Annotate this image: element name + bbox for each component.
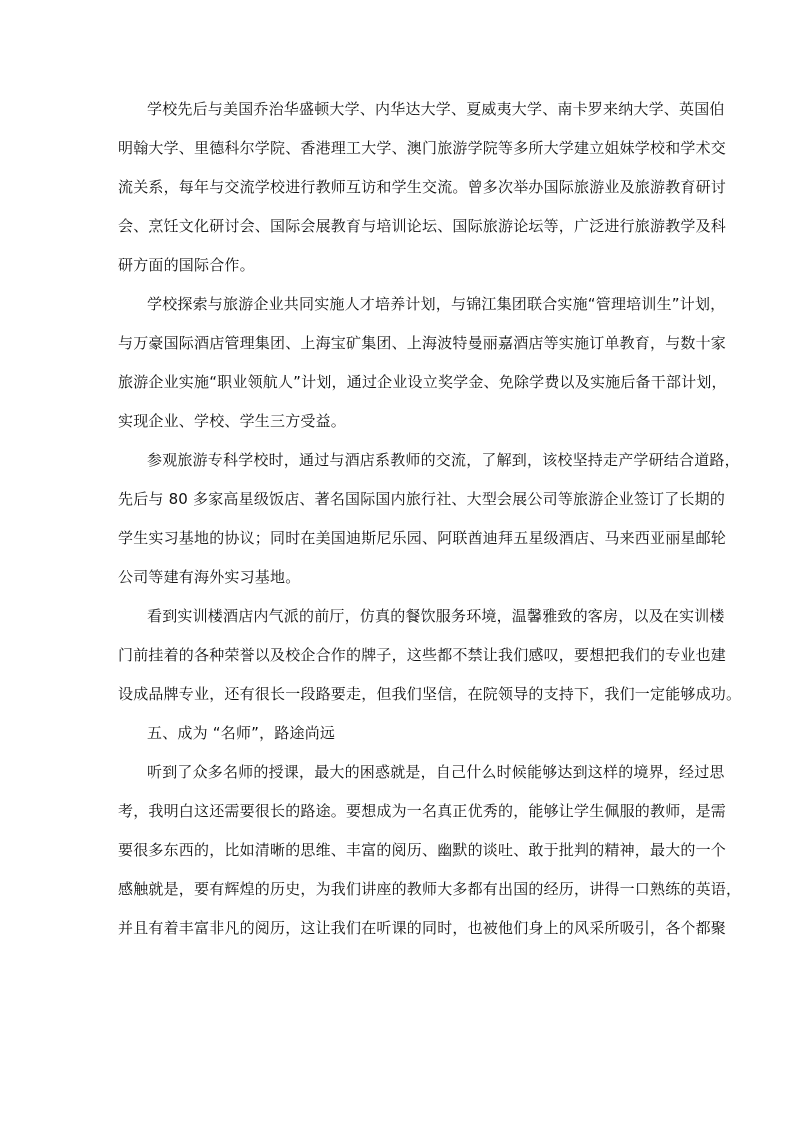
paragraph-5-line-4: 感触就是，要有辉煌的历史，为我们讲座的教师大多都有出国的经历，讲得一口熟练的英语， <box>118 880 742 898</box>
paragraph-1-line-3: 流关系，每年与交流学校进行教师互访和学生交流。曾多次举办国际旅游业及旅游教育研讨 <box>118 178 727 196</box>
section-heading: 五、成为 “名师”，路途尚远 <box>147 724 336 742</box>
paragraph-1-line-5: 研方面的国际合作。 <box>118 256 255 274</box>
paragraph-4-line-2: 门前挂着的各种荣誉以及校企合作的牌子，这些都不禁让我们感叹，要想把我们的专业也建 <box>118 646 727 664</box>
paragraph-3-line-2: 先后与 80 多家高星级饭店、著名国际国内旅行社、大型会展公司等旅游企业签订了长期的 <box>118 490 726 508</box>
paragraph-2-line-3: 旅游企业实施“职业领航人”计划，通过企业设立奖学金、免除学费以及实施后备干部计划， <box>118 373 727 391</box>
paragraph-1-line-2: 明翰大学、里德科尔学院、香港理工大学、澳门旅游学院等多所大学建立姐妹学校和学术交 <box>118 139 727 157</box>
paragraph-3-line-1: 参观旅游专科学校时，通过与酒店系教师的交流，了解到，该校坚持走产学研结合道路， <box>147 451 740 469</box>
paragraph-5-line-1: 听到了众多名师的授课，最大的困惑就是，自己什么时候能够达到这样的境界，经过思 <box>147 763 725 781</box>
paragraph-2-line-1: 学校探索与旅游企业共同实施人才培养计划，与锦江集团联合实施“管理培训生”计划， <box>147 295 726 313</box>
paragraph-2-line-4: 实现企业、学校、学生三方受益。 <box>118 412 347 430</box>
paragraph-3-line-4: 公司等建有海外实习基地。 <box>118 568 301 586</box>
paragraph-1-line-1: 学校先后与美国乔治华盛顿大学、内华达大学、夏威夷大学、南卡罗来纳大学、英国伯 <box>147 100 725 118</box>
paragraph-1-line-4: 会、烹饪文化研讨会、国际会展教育与培训论坛、国际旅游论坛等，广泛进行旅游教学及科 <box>118 217 727 235</box>
paragraph-4-line-3: 设成品牌专业，还有很长一段路要走，但我们坚信，在院领导的支持下，我们一定能够成功。 <box>118 685 742 703</box>
paragraph-5-line-3: 要很多东西的，比如清晰的思维、丰富的阅历、幽默的谈吐、敢于批判的精神，最大的一个 <box>118 841 727 859</box>
paragraph-5-line-2: 考，我明白这还需要很长的路途。要想成为一名真正优秀的，能够让学生佩服的教师，是需 <box>118 802 727 820</box>
paragraph-2-line-2: 与万豪国际酒店管理集团、上海宝矿集团、上海波特曼丽嘉酒店等实施订单教育，与数十家 <box>118 334 727 352</box>
paragraph-4-line-1: 看到实训楼酒店内气派的前厅，仿真的餐饮服务环境，温馨雅致的客房，以及在实训楼 <box>147 607 725 625</box>
paragraph-5-line-5: 并且有着丰富非凡的阅历，这让我们在听课的同时，也被他们身上的风采所吸引，各个都聚 <box>118 919 727 937</box>
paragraph-3-line-3: 学生实习基地的协议；同时在美国迪斯尼乐园、阿联酋迪拜五星级酒店、马来西亚丽星邮轮 <box>118 529 727 547</box>
